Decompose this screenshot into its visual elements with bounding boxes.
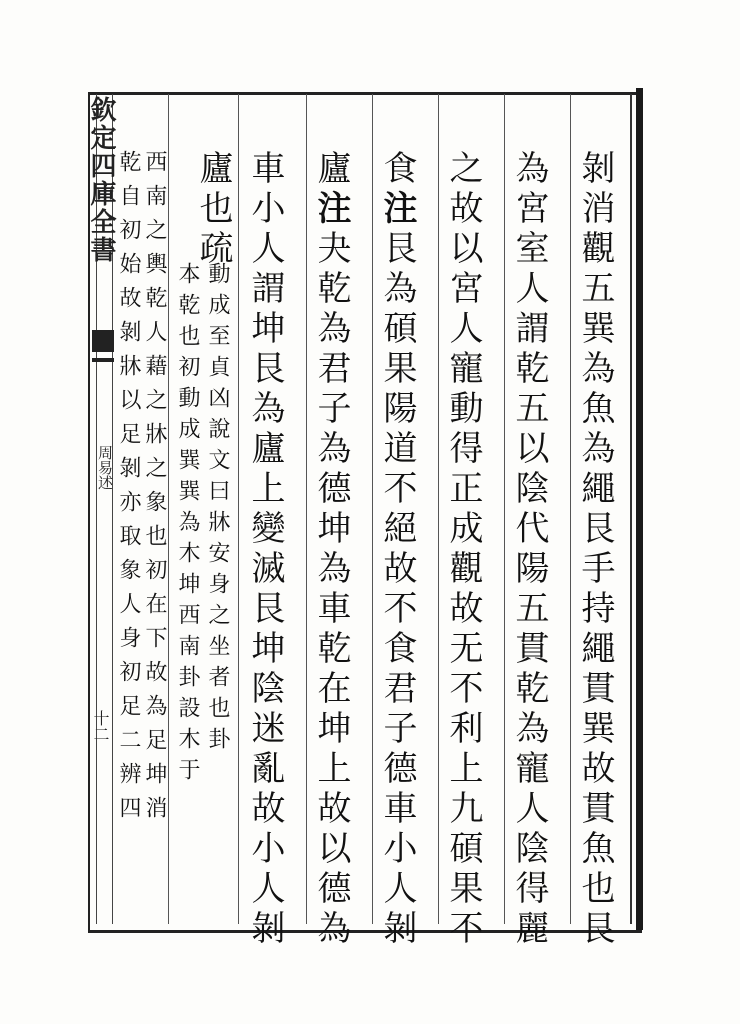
fishtail-mark [92, 358, 114, 362]
text-column-3: 之故以宮人寵動得正成觀故无不利上九碩果不 [443, 150, 483, 950]
column-divider [372, 94, 373, 924]
annotation-text: 夬乾為君子為德坤為車乾在坤上故以德為 [311, 230, 351, 950]
main-text: 廬也 [193, 150, 233, 230]
right-border-inner [630, 94, 632, 924]
text-column-1: 剝消觀五巽為魚為繩艮手持繩貫巽故貫魚也艮 [575, 150, 615, 950]
commentary-right-line: 動成至貞凶說文曰牀安身之坐者也卦 [205, 262, 230, 758]
page-frame [88, 92, 642, 933]
column-divider [438, 94, 439, 924]
commentary-left-line: 乾自初始故剝牀以足剝亦取象人身初足二辨四 [116, 150, 141, 830]
column-divider [504, 94, 505, 924]
text-column-2: 為宮室人謂乾五以陰代陽五貫乾為寵人陰得麗 [509, 150, 549, 950]
text-column-4 [377, 150, 417, 950]
column-divider [570, 94, 571, 924]
column-divider [168, 94, 169, 924]
text-column-7-main [193, 150, 233, 270]
annotation-text: 艮為碩果陽道不絕故不食君子德車小人剝 [377, 230, 417, 950]
page-number: 十二 [91, 710, 110, 742]
commentary-right-line: 西南之輿乾人藉之牀之象也初在下故為足坤消 [142, 150, 167, 830]
main-text: 食 [377, 150, 417, 190]
commentary-left-line: 本乾也初動成巽巽為木坤西南卦設木于 [175, 262, 200, 789]
book-title: 周易述 [96, 445, 114, 490]
right-border [636, 88, 643, 930]
annotation-marker: 注 [377, 190, 417, 230]
text-column-6: 車小人謂坤艮為廬上變滅艮坤陰迷亂故小人剝 [245, 150, 285, 950]
fishtail-mark [92, 330, 114, 352]
annotation-marker: 注 [311, 190, 351, 230]
main-text: 廬 [311, 150, 351, 190]
book-series-title: 欽定四庫全書 [86, 96, 116, 264]
text-column-5 [311, 150, 351, 950]
commentary-marker: 疏 [193, 230, 233, 270]
column-divider [238, 94, 239, 924]
column-divider [306, 94, 307, 924]
